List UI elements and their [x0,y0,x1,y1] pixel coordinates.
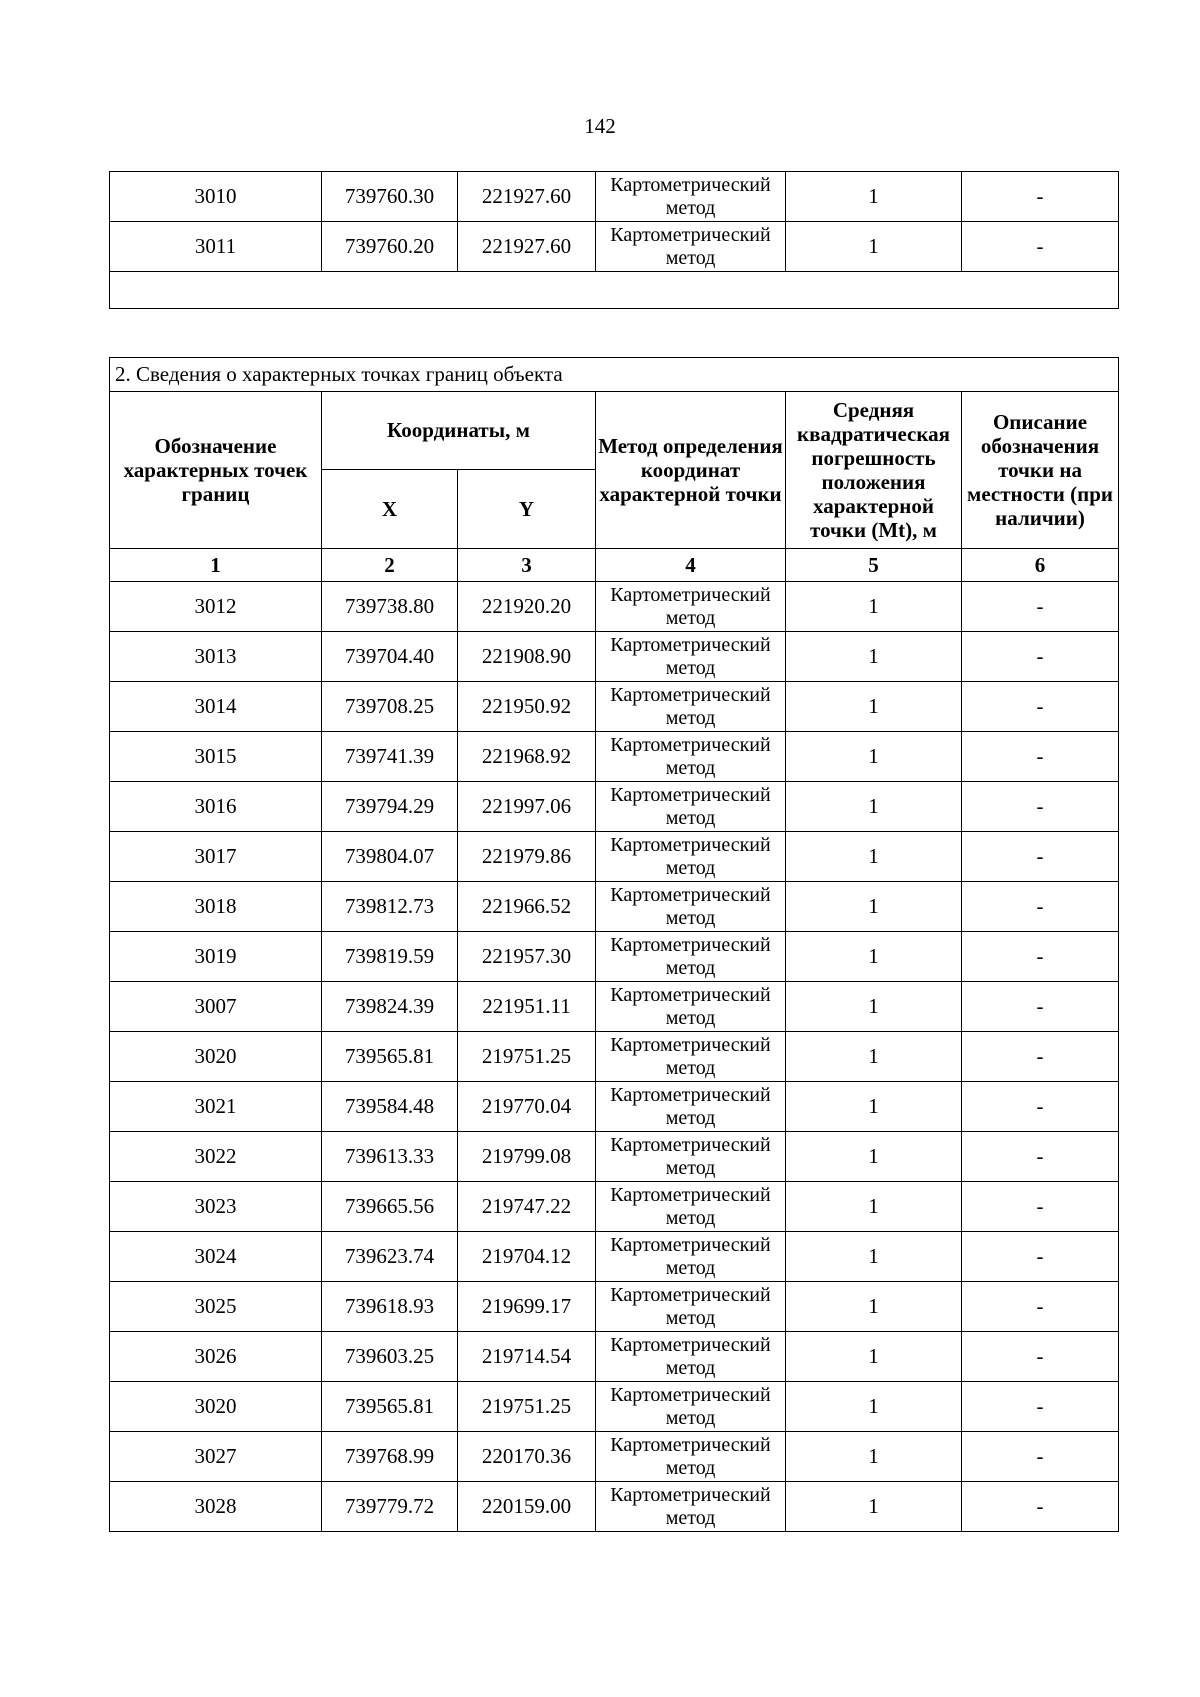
point-id: 3019 [110,932,322,982]
method-line: метод [665,856,716,879]
table-row [110,782,1119,832]
method-line: метод [665,956,716,979]
method-line: метод [665,1406,716,1429]
method [596,582,786,632]
mt-error: 1 [786,1132,962,1182]
mt-error: 1 [786,932,962,982]
method [596,782,786,832]
table-row [110,932,1119,982]
point-id: 3013 [110,632,322,682]
table-row [110,682,1119,732]
method-line: Картометрический [610,884,771,907]
method [596,1382,786,1432]
method-line: метод [665,1056,716,1079]
point-id: 3020 [110,1032,322,1082]
coord-x: 739760.20 [322,222,458,272]
method-line: метод [665,1456,716,1479]
coord-x: 739804.07 [322,832,458,882]
column-number: 2 [322,549,458,582]
table-row [110,832,1119,882]
point-id: 3027 [110,1432,322,1482]
point-description: - [962,582,1119,632]
table-row [110,1032,1119,1082]
empty-row [110,272,1119,309]
method [596,1132,786,1182]
header-x: X [322,470,458,549]
coord-x: 739704.40 [322,632,458,682]
mt-error: 1 [786,172,962,222]
table-row [110,1282,1119,1332]
coord-y: 219751.25 [458,1032,596,1082]
table-row [110,882,1119,932]
point-description: - [962,1132,1119,1182]
point-description: - [962,832,1119,882]
point-id: 3026 [110,1332,322,1382]
point-description: - [962,1482,1119,1532]
method [596,1432,786,1482]
point-id: 3016 [110,782,322,832]
method [596,1282,786,1332]
point-id: 3021 [110,1082,322,1132]
point-id: 3028 [110,1482,322,1532]
coord-y: 221966.52 [458,882,596,932]
header-description: Описание обозначения точки на местности (при наличии) [962,392,1119,549]
method-line: Картометрический [610,984,771,1007]
method-line: метод [665,606,716,629]
method-line: метод [665,1006,716,1029]
coord-x: 739665.56 [322,1182,458,1232]
point-id: 3007 [110,982,322,1032]
method-line: Картометрический [610,1484,771,1507]
method-line: метод [665,806,716,829]
boundary-points-table [109,357,1119,1532]
header-y: Y [458,470,596,549]
column-number: 3 [458,549,596,582]
coord-x: 739768.99 [322,1432,458,1482]
method-line: Картометрический [610,1434,771,1457]
method-line: Картометрический [610,224,771,247]
method [596,982,786,1032]
table-row [110,632,1119,682]
method-line: Картометрический [610,1034,771,1057]
table-row [110,1132,1119,1182]
mt-error: 1 [786,1432,962,1482]
coord-y: 221968.92 [458,732,596,782]
coord-y: 221951.11 [458,982,596,1032]
coord-x: 739565.81 [322,1032,458,1082]
mt-error: 1 [786,582,962,632]
method [596,1232,786,1282]
point-description: - [962,882,1119,932]
mt-error: 1 [786,832,962,882]
method-line: метод [665,706,716,729]
method-line: Картометрический [610,1384,771,1407]
mt-error: 1 [786,1482,962,1532]
point-description: - [962,172,1119,222]
point-description: - [962,632,1119,682]
method-line: Картометрический [610,1184,771,1207]
method [596,682,786,732]
coord-y: 219799.08 [458,1132,596,1182]
coord-y: 221908.90 [458,632,596,682]
point-id: 3024 [110,1232,322,1282]
method-line: метод [665,1506,716,1529]
table-row [110,1232,1119,1282]
coord-y: 221957.30 [458,932,596,982]
method [596,632,786,682]
point-description: - [962,1282,1119,1332]
mt-error: 1 [786,732,962,782]
section-title-row [110,358,1119,392]
point-id: 3012 [110,582,322,632]
coord-x: 739738.80 [322,582,458,632]
coord-y: 219699.17 [458,1282,596,1332]
point-description: - [962,732,1119,782]
method [596,1482,786,1532]
method-line: метод [665,1106,716,1129]
mt-error: 1 [786,1282,962,1332]
method-line: Картометрический [610,1334,771,1357]
mt-error: 1 [786,1232,962,1282]
column-number: 5 [786,549,962,582]
method-line: метод [665,196,716,219]
column-number: 1 [110,549,322,582]
coord-y: 221927.60 [458,222,596,272]
mt-error: 1 [786,1032,962,1082]
point-description: - [962,222,1119,272]
column-number: 6 [962,549,1119,582]
method-line: метод [665,756,716,779]
coord-x: 739794.29 [322,782,458,832]
point-description: - [962,1432,1119,1482]
coord-x: 739603.25 [322,1332,458,1382]
table-row [110,1432,1119,1482]
point-description: - [962,782,1119,832]
mt-error: 1 [786,1082,962,1132]
method [596,1332,786,1382]
point-description: - [962,932,1119,982]
table-row [110,222,1119,272]
method-line: Картометрический [610,634,771,657]
point-id: 3017 [110,832,322,882]
coord-y: 221920.20 [458,582,596,632]
mt-error: 1 [786,882,962,932]
header-coordinates: Координаты, м [322,392,596,470]
method-line: Картометрический [610,1134,771,1157]
table-row [110,1332,1119,1382]
coord-x: 739741.39 [322,732,458,782]
point-id: 3014 [110,682,322,732]
table-row [110,172,1119,222]
mt-error: 1 [786,632,962,682]
point-description: - [962,1082,1119,1132]
point-id: 3023 [110,1182,322,1232]
top-continuation-table [109,171,1119,309]
point-id: 3018 [110,882,322,932]
method [596,1082,786,1132]
table-row [110,1082,1119,1132]
point-id: 3022 [110,1132,322,1182]
mt-error: 1 [786,982,962,1032]
method-line: Картометрический [610,174,771,197]
point-id: 3025 [110,1282,322,1332]
mt-error: 1 [786,682,962,732]
method-line: Картометрический [610,934,771,957]
column-number-row [110,549,1119,582]
coord-x: 739584.48 [322,1082,458,1132]
coord-y: 219747.22 [458,1182,596,1232]
point-description: - [962,1182,1119,1232]
coord-x: 739819.59 [322,932,458,982]
coord-y: 221979.86 [458,832,596,882]
coord-x: 739613.33 [322,1132,458,1182]
table-row [110,732,1119,782]
table-row [110,1382,1119,1432]
column-number: 4 [596,549,786,582]
method-line: Картометрический [610,834,771,857]
method-line: метод [665,1306,716,1329]
mt-error: 1 [786,1182,962,1232]
point-description: - [962,1032,1119,1082]
point-id: 3010 [110,172,322,222]
method-line: метод [665,1156,716,1179]
coord-y: 219770.04 [458,1082,596,1132]
mt-error: 1 [786,1332,962,1382]
method [596,1032,786,1082]
point-id: 3020 [110,1382,322,1432]
method-line: Картометрический [610,1284,771,1307]
coord-x: 739812.73 [322,882,458,932]
point-id: 3011 [110,222,322,272]
method-line: Картометрический [610,584,771,607]
method-line: метод [665,1206,716,1229]
table-row [110,982,1119,1032]
header-designation: Обозначение характерных точек границ [110,392,322,549]
mt-error: 1 [786,1382,962,1432]
method [596,172,786,222]
point-description: - [962,682,1119,732]
point-description: - [962,1382,1119,1432]
method-line: метод [665,1256,716,1279]
method-line: Картометрический [610,734,771,757]
mt-error: 1 [786,782,962,832]
method [596,222,786,272]
method-line: метод [665,246,716,269]
point-description: - [962,982,1119,1032]
table-row [110,1482,1119,1532]
method-line: метод [665,906,716,929]
method [596,732,786,782]
coord-x: 739618.93 [322,1282,458,1332]
coord-y: 219751.25 [458,1382,596,1432]
method [596,1182,786,1232]
page-number: 142 [584,114,616,138]
method-line: метод [665,1356,716,1379]
table-row [110,582,1119,632]
coord-y: 221950.92 [458,682,596,732]
coord-y: 221997.06 [458,782,596,832]
method-line: Картометрический [610,784,771,807]
coord-y: 220170.36 [458,1432,596,1482]
header-row [110,392,1119,470]
table-row [110,1182,1119,1232]
coord-y: 219714.54 [458,1332,596,1382]
coord-x: 739623.74 [322,1232,458,1282]
coord-y: 219704.12 [458,1232,596,1282]
coord-y: 220159.00 [458,1482,596,1532]
method [596,882,786,932]
point-description: - [962,1332,1119,1382]
method [596,832,786,882]
method-line: Картометрический [610,1084,771,1107]
coord-x: 739760.30 [322,172,458,222]
coord-x: 739708.25 [322,682,458,732]
point-id: 3015 [110,732,322,782]
method [596,932,786,982]
point-description: - [962,1232,1119,1282]
method-line: Картометрический [610,684,771,707]
header-error: Средняя квадратическая погрешность положения характерной точки (Mt), м [786,392,962,549]
section-title: 2. Сведения о характерных точках границ объекта [110,358,1119,392]
method-line: метод [665,656,716,679]
coord-y: 221927.60 [458,172,596,222]
coord-x: 739779.72 [322,1482,458,1532]
coord-x: 739565.81 [322,1382,458,1432]
coord-x: 739824.39 [322,982,458,1032]
mt-error: 1 [786,222,962,272]
header-method: Метод определения координат характерной точки [596,392,786,549]
method-line: Картометрический [610,1234,771,1257]
